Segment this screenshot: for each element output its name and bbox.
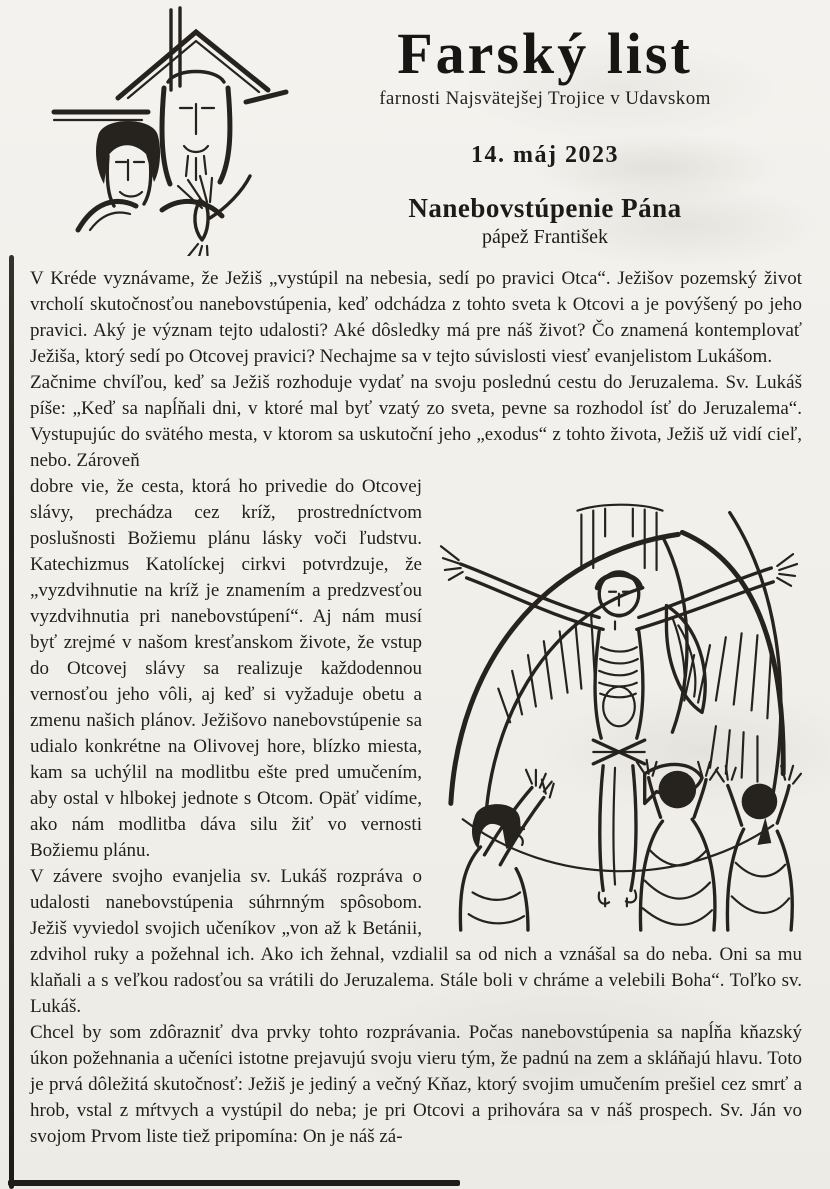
newsletter-title: Farský list bbox=[397, 21, 693, 86]
masthead bbox=[315, 21, 775, 249]
article-title: Nanebovstúpenie Pána bbox=[408, 192, 682, 223]
article-paragraph: Chcel by som zdôrazniť dva prvky tohto rozprávania. Počas nanebovstúpenia sa napĺňa kňazský úkon požehnania a učeníci istotne prejavujú svoju vieru tým, že padnú na zem a skláňajú hlavu. Toto je prvá dôležitá skutočnosť: Ježiš je jediný a večný Kňaz, ktorý svojim umučením prešiel cez smrť a hrob, vstal z mŕtvych a vystúpil do neba; je pri Otcovi a prihovára sa v náš prospech. Sv. Ján vo svojom Prvom liste tiež pripomína: On je náš zá- bbox=[30, 1022, 802, 1147]
article-author: pápež František bbox=[481, 225, 609, 248]
article-paragraph: dobre vie, že cesta, ktorá ho privedie do Otcovej slávy, prechádza cez kríž, prostredníctvom poslušnosti Božiemu plánu lásky voči ľudstvu. Katechizmus Katolíckej cirkvi potvrdzuje, že „vyzdvihnutie na kríž je znamením a predzvesťou vyzdvihnutia pri nanebovstúpení“. Aj nám musí byť zrejmé v našom kresťanskom živote, že vstup do Otcovej slávy sa realizuje každodennou vernosťou jeho vôli, aj keď si vyžaduje obetu a zmenu našich plánov. Ježišovo nanebovstúpenie sa udialo konkrétne na Olivovej hore, blízko miesta, kam sa uchýlil na modlitbu ešte pred umučením, aby ostal v hlbokej jednote s Otcom. Opäť vidíme, ako nám modlitba dáva silu žiť vo vernosti Božiemu plánu. bbox=[30, 476, 422, 861]
wrap-zone bbox=[30, 474, 802, 1150]
scan-bottom-rule bbox=[8, 1180, 460, 1186]
scan-edge-line bbox=[9, 255, 14, 1189]
article-paragraph: V závere svojho evanjelia sv. Lukáš rozpráva o udalosti nanebovstúpenia súhrnným spôsobom. Ježiš vyviedol svojich učeníkov „von až k Betánii, zdvihol ruky a požehnal ich. Ako ich žehnal, vzdialil sa od nich a vznášal sa do neba. Oni sa mu klaňali a s veľkou radosťou sa vrátili do Jeruzalema. Stále boli v chráme a velebili Boha“. Toľko sv. Lukáš. bbox=[30, 866, 802, 1017]
article-paragraph: Začnime chvíľou, keď sa Ježiš rozhoduje vydať na svoju poslednú cestu do Jeruzalema. Sv. Lukáš píše: „Keď sa napĺňali dni, v ktoré mal byť vzatý zo sveta, pevne sa rozhodol ísť do Jeruzalema“. Vystupujúc do svätého mesta, v ktorom sa uskutoční jeho „exodus“ z tohto života, Ježiš už vidí cieľ, nebo. Zároveň bbox=[30, 372, 802, 471]
newsletter-subtitle: farnosti Najsvätejšej Trojice v Udavskom bbox=[379, 87, 711, 109]
issue-date: 14. máj 2023 bbox=[471, 141, 619, 168]
ascension-illustration-icon bbox=[432, 477, 802, 932]
masthead-section bbox=[0, 0, 830, 262]
article-body bbox=[30, 266, 802, 1150]
article-paragraph: V Kréde vyznávame, že Ježiš „vystúpil na nebesia, sedí po pravici Otca“. Ježišov pozemský život vrcholí skutočnosťou nanebovstúpenia, keď odchádza z tohto sveta k Otcovi a je povýšený po jeho pravici. Aký je význam tejto udalosti? Aké dôsledky má pre náš život? Čo znamená kontemplovať Ježiša, ktorý sedí po Otcovej pravici? Nechajme sa v tejto súvislosti viesť evanjelistom Lukášom. bbox=[30, 268, 802, 367]
trinity-illustration-icon bbox=[50, 4, 295, 256]
